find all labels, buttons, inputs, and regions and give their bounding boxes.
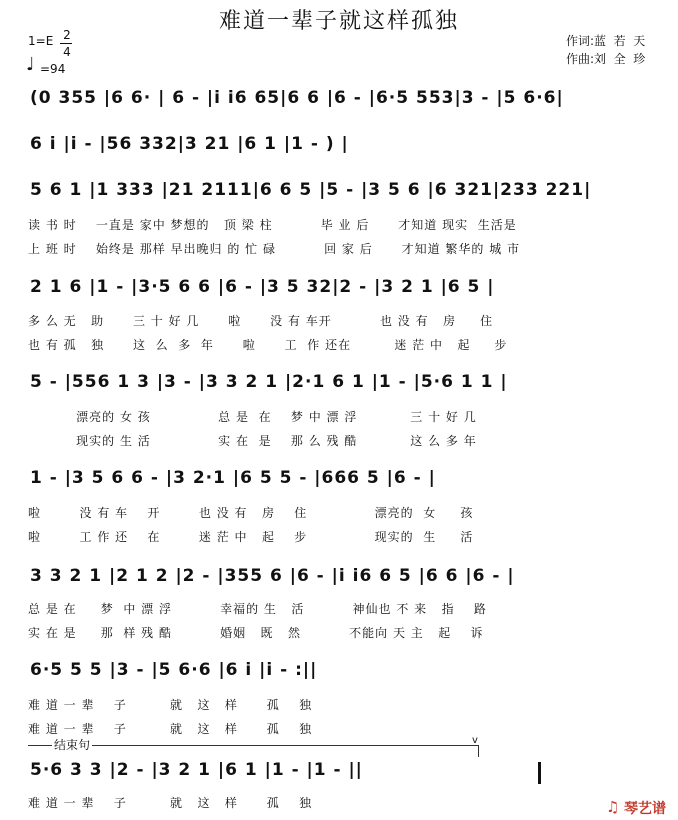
- composer-credit: 作曲:刘 全 珍: [566, 52, 646, 66]
- notation-line: 5·6 3 3 |2 - |3 2 1 |6 1 |1 - |1 - ||: [30, 760, 363, 780]
- ending-mark: v: [472, 735, 478, 746]
- time-signature-denominator: 4: [63, 45, 71, 59]
- lyric-line: 上 班 时 始终是 那样 早出晚归 的 忙 碌 回 家 后 才知道 繁华的 城 市: [28, 242, 521, 256]
- ending-bracket: [28, 745, 478, 746]
- time-signature-numerator: 2: [63, 28, 71, 42]
- lyric-line: 现实的 生 活 实 在 是 那 么 残 酷 这 么 多 年: [28, 434, 477, 448]
- notation-line: 5 6 1 |1 333 |21 2111|6 6 5 |5 - |3 5 6 |6 321|233 221|: [30, 180, 592, 200]
- notation-line: 5 - |556 1 3 |3 - |3 3 2 1 |2·1 6 1 |1 - |5·6 1 1 |: [30, 372, 508, 392]
- lyric-line: 难 道 一 辈 子 就 这 样 孤 独: [28, 698, 313, 712]
- lyric-line: 多 么 无 助 三 十 好 几 啦 没 有 车开 也 没 有 房 住: [28, 314, 494, 328]
- lyric-line: 读 书 时 一直是 家中 梦想的 顶 梁 柱 毕 业 后 才知道 现实 生活是: [28, 218, 517, 232]
- brand-watermark: 琴艺谱: [624, 801, 666, 817]
- lyric-line: 啦 工 作 还 在 迷 茫 中 起 步 现实的 生 活: [28, 530, 474, 544]
- lyric-line: 难 道 一 辈 子 就 这 样 孤 独: [28, 722, 313, 736]
- ending-label: 结束句: [54, 738, 91, 752]
- lyric-line: 总 是 在 梦 中 漂 浮 幸福的 生 活 神仙也 不 来 指 路: [28, 602, 487, 616]
- notation-line: 6 i |i - |56 332|3 21 |6 1 |1 - ) |: [30, 134, 349, 154]
- final-barline: [538, 762, 541, 784]
- ending-bracket-tick: [478, 745, 479, 757]
- tempo-marking: =94: [40, 62, 66, 76]
- song-title: 难道一辈子就这样孤独: [218, 9, 459, 34]
- notation-line: 1 - |3 5 6 6 - |3 2·1 |6 5 5 - |666 5 |6 - |: [30, 468, 436, 488]
- lyricist-credit: 作词:蓝 若 天: [566, 34, 646, 48]
- lyric-line: 也 有 孤 独 这 么 多 年 啦 工 作 还在 迷 茫 中 起 步: [28, 338, 508, 352]
- lyric-line: 啦 没 有 车 开 也 没 有 房 住 漂亮的 女 孩: [28, 506, 474, 520]
- lyric-line: 漂亮的 女 孩 总 是 在 梦 中 漂 浮 三 十 好 几: [28, 410, 477, 424]
- notation-line: 3 3 2 1 |2 1 2 |2 - |355 6 |6 - |i i6 6 5 |6 6 |6 - |: [30, 566, 515, 586]
- quarter-note-icon: ♩: [26, 54, 35, 75]
- lyric-line: 实 在 是 那 样 残 酷 婚姻 既 然 不能向 天 主 起 诉: [28, 626, 484, 640]
- notation-line: 2 1 6 |1 - |3·5 6 6 |6 - |3 5 32|2 - |3 2 1 |6 5 |: [30, 277, 495, 297]
- time-signature-line: [60, 43, 72, 44]
- notation-line: 6·5 5 5 |3 - |5 6·6 |6 i |i - :||: [30, 660, 318, 680]
- lyric-line: 难 道 一 辈 子 就 这 样 孤 独: [28, 796, 313, 810]
- music-note-icon: ♫: [606, 798, 620, 816]
- key-signature: 1=E: [28, 34, 54, 48]
- notation-line: (0 355 |6 6· | 6 - |i i6 65|6 6 |6 - |6·5 553|3 - |5 6·6|: [30, 88, 564, 108]
